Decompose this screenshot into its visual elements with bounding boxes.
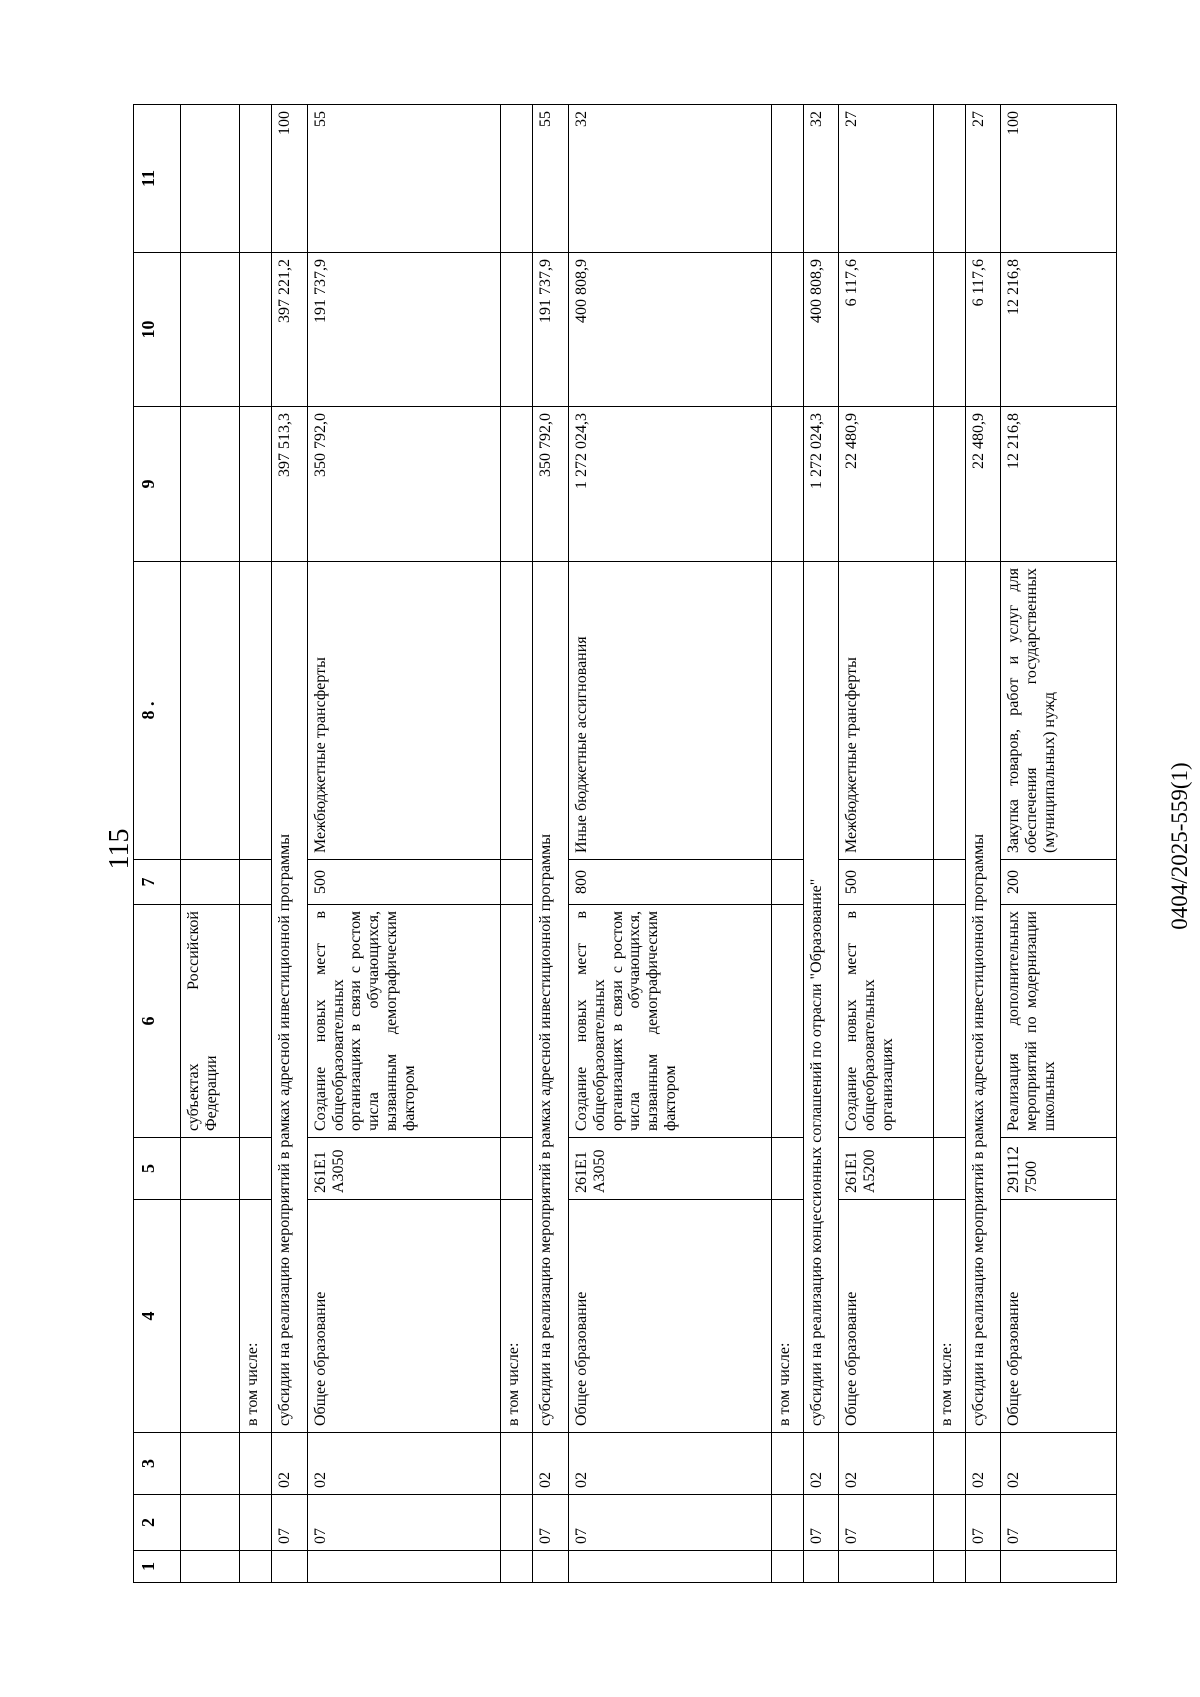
subsidy-description: субсидии на реализацию мероприятий в рамках адресной инвестиционной программы [272,562,307,1433]
cell [240,905,272,1138]
executed-amount: 6 117,6 [965,253,1000,407]
header-cell: 2 [134,1495,181,1551]
planned-amount: 350 792,0 [307,407,501,562]
header-label: 8 [138,710,158,720]
section-code: 07 [568,1495,771,1551]
cell [501,1138,533,1200]
including-label: в том числе: [772,1200,804,1433]
subsection-code: 02 [272,1433,307,1495]
including-label: в том числе: [933,1200,965,1433]
cell [501,407,533,562]
section-name: Общее образование [568,1200,771,1433]
execution-percent: 27 [839,105,934,253]
cell [181,1495,240,1551]
cell [240,1551,272,1583]
cell [933,1433,965,1495]
subsidy-description: субсидии на реализацию мероприятий в рамках адресной инвестиционной программы [965,562,1000,1433]
page-number: 115 [104,828,135,870]
cell [772,105,804,253]
cell [240,562,272,860]
cell [501,1551,533,1583]
section-name: Общее образование [1001,1200,1117,1433]
section-name: Общее образование [307,1200,501,1433]
executed-amount: 191 737,9 [307,253,501,407]
cell [181,407,240,562]
cell [568,1551,771,1583]
table-row [965,105,1000,1583]
expense-type-code: 200 [1001,860,1117,905]
cell [533,1551,568,1583]
executed-amount: 6 117,6 [839,253,934,407]
cell [181,562,240,860]
expense-type-name: Иные бюджетные ассигнования [568,562,771,860]
cell [933,562,965,860]
cell [965,1551,1000,1583]
section-code: 07 [307,1495,501,1551]
header-mark: . [138,701,158,706]
table-row [772,105,804,1583]
event-description: Создание новых мест в общеобразовательных организациях [839,905,934,1138]
cell [772,860,804,905]
including-label: в том числе: [240,1200,272,1433]
header-cell: 6 [134,905,181,1138]
executed-amount: 400 808,9 [803,253,838,407]
section-name: Общее образование [839,1200,934,1433]
cell [501,905,533,1138]
target-article: 261Е1 А5200 [839,1138,934,1200]
header-cell: 3 [134,1433,181,1495]
cell [933,1138,965,1200]
planned-amount: 1 272 024,3 [568,407,771,562]
planned-amount: 397 513,3 [272,407,307,562]
cell [181,860,240,905]
cell [839,1551,934,1583]
cell [933,105,965,253]
table-row [240,105,272,1583]
section-code: 07 [839,1495,934,1551]
cell [772,1433,804,1495]
cell [501,1433,533,1495]
cell [181,253,240,407]
event-description: Создание новых мест в общеобразовательных организациях в связи с ростом числа обучающихся, вызванным демографическим фактором [307,905,501,1138]
cell [501,562,533,860]
expense-type-name: Закупка товаров, работ и услуг для обеспечения государственных (муниципальных) нужд [1001,562,1117,860]
cell [240,860,272,905]
cell [240,1138,272,1200]
cell [501,1495,533,1551]
planned-amount: 22 480,9 [965,407,1000,562]
subsection-code: 02 [533,1433,568,1495]
expense-type-name: Межбюджетные трансферты [839,562,934,860]
target-article: 291112 7500 [1001,1138,1117,1200]
target-article: 261Е1 А3050 [568,1138,771,1200]
table-row [307,105,501,1583]
header-cell: 5 [134,1138,181,1200]
executed-amount: 191 737,9 [533,253,568,407]
section-code: 07 [965,1495,1000,1551]
execution-percent: 100 [1001,105,1117,253]
cell [1001,1551,1117,1583]
table-row [533,105,568,1583]
subsection-code: 02 [965,1433,1000,1495]
cell [933,905,965,1138]
cell [240,1433,272,1495]
cell [240,1495,272,1551]
execution-percent: 32 [568,105,771,253]
cell [933,1551,965,1583]
cell [803,1551,838,1583]
planned-amount: 350 792,0 [533,407,568,562]
header-cell [134,562,181,860]
execution-percent: 55 [307,105,501,253]
including-label: в том числе: [501,1200,533,1433]
planned-amount: 22 480,9 [839,407,934,562]
subsidy-description: субсидии на реализацию мероприятий в рамках адресной инвестиционной программы [533,562,568,1433]
table-row [839,105,934,1583]
document-code: 0404/2025-559(1) [1167,762,1192,930]
cell [240,105,272,253]
cell [240,407,272,562]
cell [181,105,240,253]
execution-percent: 27 [965,105,1000,253]
table-row [933,105,965,1583]
expense-type-name: Межбюджетные трансферты [307,562,501,860]
cell [772,1551,804,1583]
target-article: 261Е1 А3050 [307,1138,501,1200]
cell [240,253,272,407]
table-row [803,105,838,1583]
cell [181,1551,240,1583]
executed-amount: 397 221,2 [272,253,307,407]
section-code: 07 [533,1495,568,1551]
event-description: субъектах Российской Федерации [181,905,240,1138]
header-cell: 7 [134,860,181,905]
table-row [501,105,533,1583]
cell [772,905,804,1138]
subsection-code: 02 [1001,1433,1117,1495]
cell [501,105,533,253]
execution-percent: 32 [803,105,838,253]
subsection-code: 02 [803,1433,838,1495]
header-cell: 4 [134,1200,181,1433]
cell [307,1551,501,1583]
cell [772,253,804,407]
section-code: 07 [803,1495,838,1551]
expense-type-code: 500 [307,860,501,905]
cell [772,407,804,562]
expense-type-code: 800 [568,860,771,905]
subsection-code: 02 [568,1433,771,1495]
event-description: Реализация дополнительных мероприятий по модернизации школьных [1001,905,1117,1138]
subsection-code: 02 [839,1433,934,1495]
execution-percent: 100 [272,105,307,253]
subsection-code: 02 [307,1433,501,1495]
subsidy-description: субсидии на реализацию концессионных соглашений по отрасли "Образование" [803,562,838,1433]
cell [933,1495,965,1551]
cell [181,1138,240,1200]
cell [272,1551,307,1583]
rotated-table-container [133,105,1117,1583]
header-cell: 10 [134,253,181,407]
header-cell: 9 [134,407,181,562]
section-code: 07 [1001,1495,1117,1551]
cell [501,860,533,905]
cell [933,860,965,905]
cell [772,1495,804,1551]
table-row [568,105,771,1583]
cell [772,1138,804,1200]
table-row [272,105,307,1583]
header-row [134,105,181,1583]
execution-percent: 55 [533,105,568,253]
cell [181,1433,240,1495]
event-description: Создание новых мест в общеобразовательных организациях в связи с ростом числа обучающихся, вызванным демографическим фактором [568,905,771,1138]
executed-amount: 12 216,8 [1001,253,1117,407]
planned-amount: 12 216,8 [1001,407,1117,562]
table-row [1001,105,1117,1583]
cell [933,407,965,562]
cell [181,1200,240,1433]
table-row [181,105,240,1583]
expense-type-code: 500 [839,860,934,905]
budget-table [133,104,1117,1583]
section-code: 07 [272,1495,307,1551]
header-cell: 11 [134,105,181,253]
cell [933,253,965,407]
executed-amount: 400 808,9 [568,253,771,407]
header-cell: 1 [134,1551,181,1583]
planned-amount: 1 272 024,3 [803,407,838,562]
cell [772,562,804,860]
cell [501,253,533,407]
